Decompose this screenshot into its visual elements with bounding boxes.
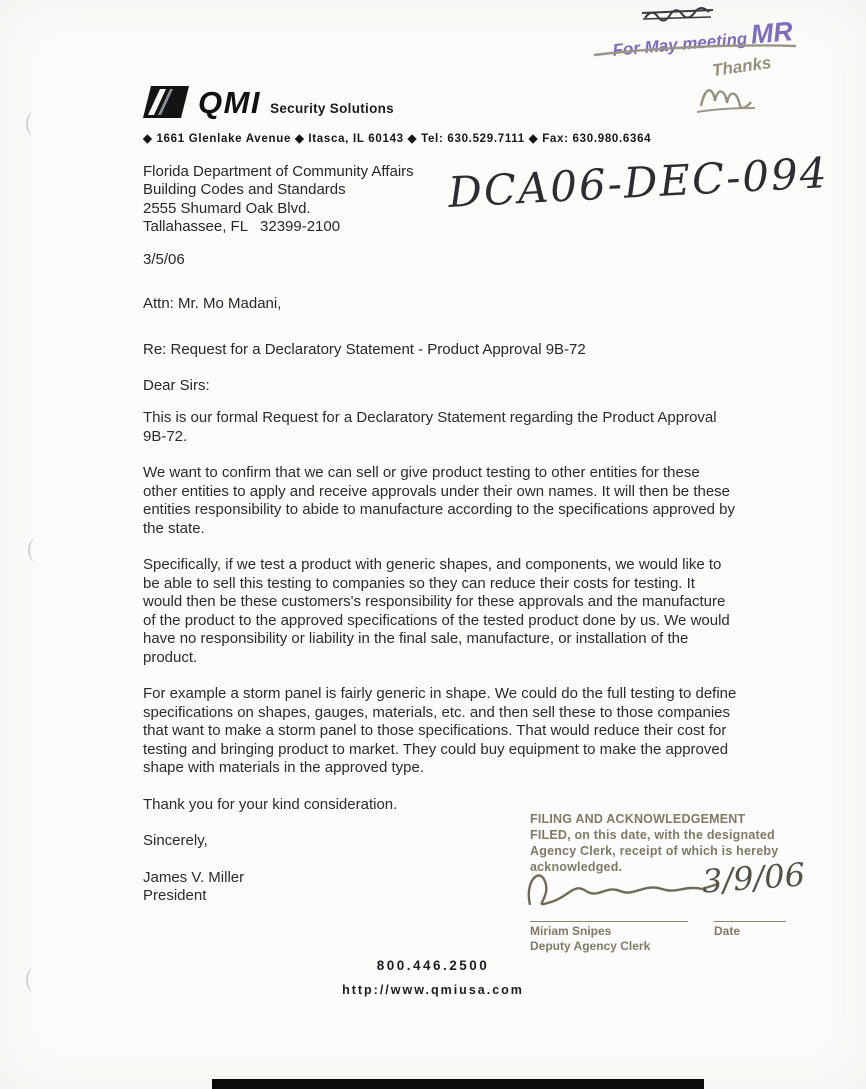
clerk-title: Deputy Agency Clerk (530, 939, 651, 953)
qmi-logo-icon (143, 86, 189, 118)
recipient-line: Building Codes and Standards (143, 181, 346, 199)
date-label: Date (714, 924, 741, 938)
paragraph: For example a storm panel is fairly generic in shape. We could do the full testing to define specifications on shapes, gauges, materials, etc. and then sell these to those companies that want to make a storm panel to those specifications. That would reduce their cost for testing and bringing product to market. They could buy equipment to make the approved shape with materials in the approved type. (143, 685, 737, 776)
clerk-name-block (530, 921, 688, 954)
recipient-line: Tallahassee, FL 32399-2100 (143, 218, 341, 236)
stamp-text-line: FILING AND ACKNOWLEDGEMENT (530, 812, 746, 826)
letter-date: 3/5/06 (143, 251, 185, 268)
stamp-text-line: Agency Clerk, receipt of which is hereby (530, 844, 779, 858)
handwritten-initial-scribble (695, 80, 759, 116)
letterhead-contact-line: ◆ 1661 Glenlake Avenue ◆ Itasca, IL 60143 ◆ Tel: 630.529.7111 ◆ Fax: 630.980.6364 (143, 133, 652, 145)
paragraph: We want to confirm that we can sell or give product testing to other entities for these other entities to apply and receive approvals under their own names. It will then be these entities responsibility to abide to manufacture according to the specifications approved by the state. (143, 464, 736, 537)
crossed-out-scribble (641, 5, 715, 25)
signer-title: President (143, 887, 207, 904)
paragraph: This is our formal Request for a Declaratory Statement regarding the Product Approval 9B-72. (143, 409, 717, 445)
stamp-text-line: acknowledged. (530, 860, 623, 874)
recipient-line: 2555 Shumard Oak Blvd. (143, 199, 311, 217)
recipient-line: Florida Department of Community Affairs (143, 163, 414, 180)
letterhead (143, 86, 651, 145)
handwritten-stamp-date: 3/9/06 (700, 855, 807, 901)
scan-edge-artifact (26, 968, 42, 992)
scan-edge-artifact (26, 112, 42, 136)
paragraph: Thank you for your kind consideration. (143, 795, 398, 813)
paragraph: Specifically, if we test a product with generic shapes, and components, we would like to be able to sell this testing to companies so they can reduce their costs for testing. It would then be these customers's responsibility for these approvals and the manufacture of the product to the approved specifications of the tested product done by us. We would have no responsibility or liability in the final sale, manufacture, or installation of the product. (143, 556, 730, 666)
logo-text: QMI (198, 85, 262, 120)
scan-bottom-bar-artifact (212, 1079, 704, 1089)
signer-name: James V. Miller (143, 868, 245, 886)
filing-stamp (530, 811, 807, 954)
subject-line: Re: Request for a Declaratory Statement - Product Approval 9B-72 (143, 341, 586, 358)
handwritten-case-number: DCA06-DEC-094 (446, 148, 830, 217)
meeting-note-initials: MR (749, 16, 795, 50)
stamp-text-line: FILED, on this date, with the designated (530, 828, 775, 842)
closing: Sincerely, (143, 832, 208, 849)
salutation: Dear Sirs: (143, 377, 210, 394)
date-label-block (714, 921, 786, 954)
recipient-address (143, 163, 414, 237)
attn-line: Attn: Mr. Mo Madani, (143, 295, 282, 312)
handwritten-thanks-note: Thanks (710, 52, 773, 81)
stamp-signature-lines (530, 921, 802, 954)
scan-edge-artifact (28, 538, 44, 562)
logo-tagline: Security Solutions (270, 101, 394, 116)
footer-phone: 800.446.2500 (376, 958, 490, 973)
footer-website: http://www.qmiusa.com (342, 983, 524, 997)
clerk-name: Miriam Snipes (530, 924, 612, 938)
meeting-note-text: For May meeting (611, 29, 749, 60)
clerk-signature-scribble (522, 861, 722, 915)
logo-row (143, 86, 651, 118)
